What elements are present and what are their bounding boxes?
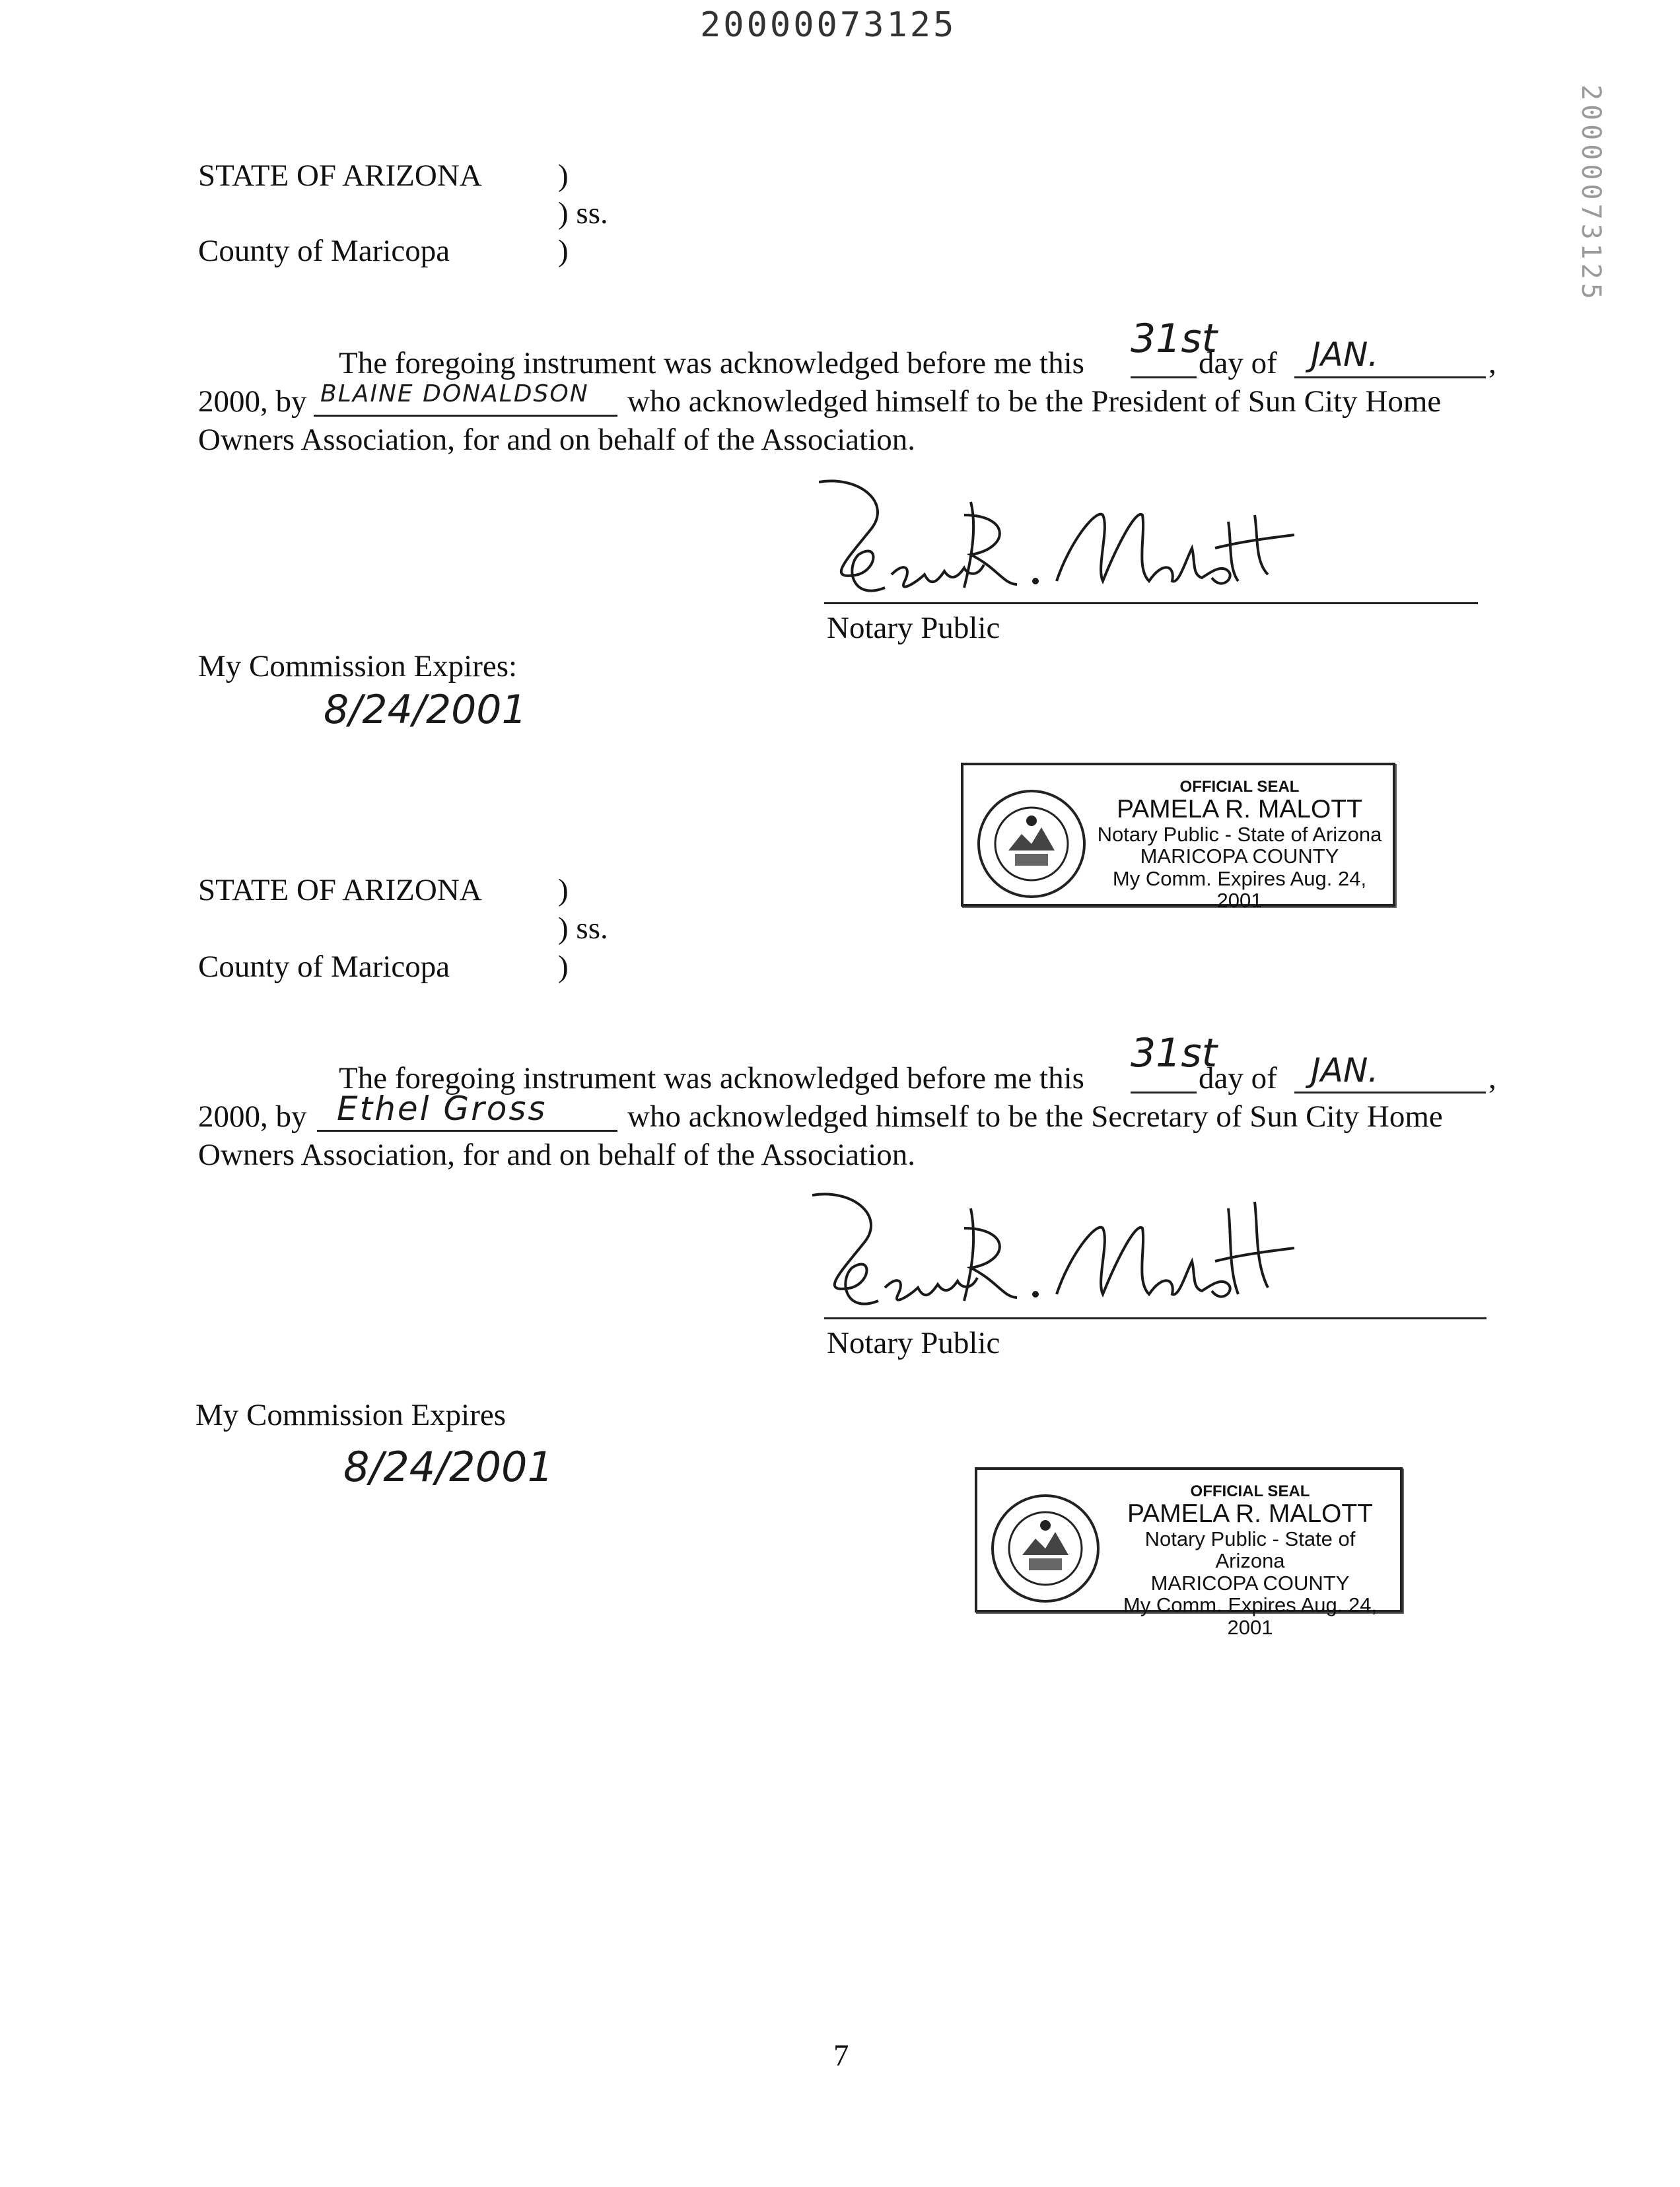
year-by-label: 2000, by bbox=[198, 384, 307, 419]
seal-line1: Notary Public - State of Arizona bbox=[1097, 823, 1382, 847]
seal-line2: MARICOPA COUNTY bbox=[1150, 1571, 1350, 1595]
seal-header: OFFICIAL SEAL bbox=[1190, 1482, 1310, 1500]
seal-notary-name: PAMELA R. MALOTT bbox=[1127, 1499, 1374, 1528]
signature-text: Pamela R. Malott bbox=[819, 1319, 825, 1320]
ack-text-line2: who acknowledged himself to be the President of Sun City Home bbox=[627, 384, 1442, 419]
handwritten-signer-name: BLAINE DONALDSON bbox=[320, 380, 589, 407]
ack-text-line3: Owners Association, for and on behalf of the Association. bbox=[198, 423, 916, 457]
venue-paren: ) bbox=[558, 950, 569, 984]
state-seal-emblem-icon bbox=[989, 1492, 1102, 1605]
notary-public-label: Notary Public bbox=[827, 611, 1000, 645]
signature-text: Pamela R. Malott bbox=[825, 606, 831, 607]
ack-text-line2: who acknowledged himself to be the Secretary of Sun City Home bbox=[627, 1099, 1443, 1134]
comma: , bbox=[1488, 1061, 1496, 1095]
day-of-label: day of bbox=[1199, 1061, 1277, 1095]
seal-notary-name: PAMELA R. MALOTT bbox=[1116, 794, 1363, 823]
comma: , bbox=[1488, 346, 1496, 380]
notary-seal-stamp bbox=[975, 1467, 1403, 1639]
state-seal-emblem-icon bbox=[975, 788, 1088, 900]
margin-recording-stamp: 20000073125 bbox=[1576, 85, 1606, 303]
venue-ss: ) ss. bbox=[558, 196, 608, 230]
venue-state: STATE OF ARIZONA bbox=[198, 158, 482, 193]
venue-county: County of Maricopa bbox=[198, 234, 450, 268]
venue-paren: ) bbox=[558, 234, 569, 268]
commission-expires-label: My Commission Expires: bbox=[198, 649, 518, 683]
venue-county: County of Maricopa bbox=[198, 950, 450, 984]
seal-line2: MARICOPA COUNTY bbox=[1140, 845, 1339, 868]
handwritten-day: 31st bbox=[1131, 1030, 1218, 1076]
handwritten-day: 31st bbox=[1131, 316, 1218, 362]
handwritten-month: JAN. bbox=[1311, 1051, 1379, 1090]
notary-signature-drawing bbox=[819, 475, 1347, 608]
ack-text-line1: The foregoing instrument was acknowledged before me this bbox=[339, 1061, 1084, 1095]
venue-paren: ) bbox=[558, 873, 569, 907]
page-number: 7 bbox=[833, 2038, 849, 2073]
ack-text-line1: The foregoing instrument was acknowledged before me this bbox=[339, 346, 1084, 380]
notary-public-label: Notary Public bbox=[827, 1326, 1000, 1360]
venue-ss: ) ss. bbox=[558, 911, 608, 946]
seal-line1: Notary Public - State of Arizona bbox=[1144, 1527, 1356, 1573]
seal-header: OFFICIAL SEAL bbox=[1179, 778, 1300, 796]
venue-state: STATE OF ARIZONA bbox=[198, 873, 482, 907]
notary-seal-stamp bbox=[961, 763, 1395, 913]
day-of-label: day of bbox=[1199, 346, 1277, 380]
handwritten-commission-date: 8/24/2001 bbox=[324, 687, 527, 733]
handwritten-commission-date: 8/24/2001 bbox=[343, 1443, 553, 1491]
document-number: 20000073125 bbox=[700, 5, 957, 45]
seal-line3: My Comm. Expires Aug. 24, 2001 bbox=[1112, 866, 1367, 913]
handwritten-signer-name: Ethel Gross bbox=[337, 1090, 547, 1128]
notary-signature-drawing bbox=[812, 1189, 1341, 1321]
year-by-label: 2000, by bbox=[198, 1099, 307, 1134]
commission-expires-label: My Commission Expires bbox=[195, 1398, 507, 1432]
venue-paren: ) bbox=[558, 158, 569, 193]
ack-text-line3: Owners Association, for and on behalf of the Association. bbox=[198, 1138, 916, 1172]
handwritten-month: JAN. bbox=[1311, 335, 1379, 374]
seal-line3: My Comm. Expires Aug. 24, 2001 bbox=[1123, 1593, 1378, 1639]
